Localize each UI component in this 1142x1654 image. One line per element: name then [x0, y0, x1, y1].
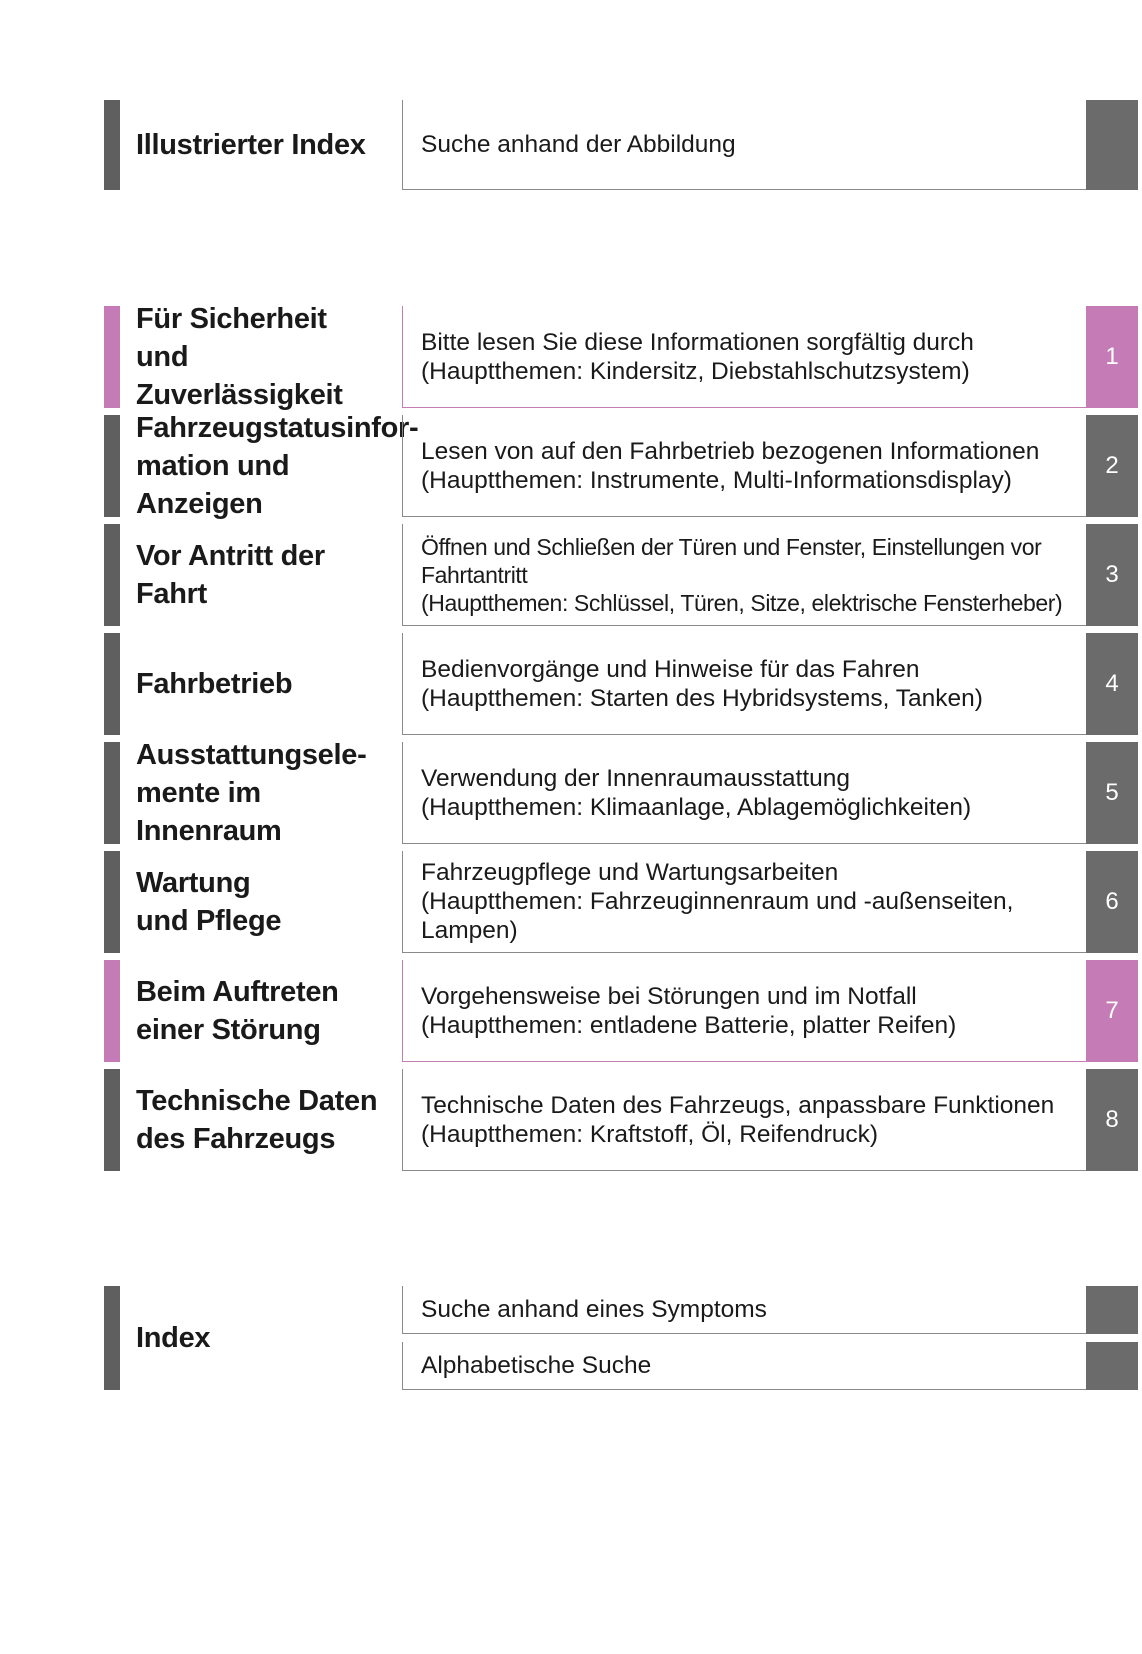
chapter-title: Wartung und Pflege [136, 867, 282, 937]
chapter-description: Verwendung der Innenraumausstattung (Hauptthemen: Klimaanlage, Ablagemöglichkeiten) [402, 742, 1086, 844]
chapter-description: Bedienvorgänge und Hinweise für das Fahren (Hauptthemen: Starten des Hybridsystems, Tanken) [402, 633, 1086, 735]
chapter-marker-bar [104, 415, 120, 517]
chapter-title: Fahrbetrieb [136, 668, 293, 700]
chapter-description: Technische Daten des Fahrzeugs, anpassbare Funktionen (Hauptthemen: Kraftstoff, Öl, Reifendruck) [402, 1069, 1086, 1171]
chapter-tab[interactable]: 1 [1086, 306, 1138, 408]
chapter-tab[interactable]: 7 [1086, 960, 1138, 1062]
chapter-description: Bitte lesen Sie diese Informationen sorgfältig durch (Hauptthemen: Kindersitz, Diebstahlschutzsystem) [402, 306, 1086, 408]
section-marker-bar [104, 1286, 120, 1390]
section-marker-bar [104, 100, 120, 190]
chapter-tab[interactable]: 6 [1086, 851, 1138, 953]
chapter-row-4[interactable] [0, 633, 1142, 735]
index-tab-alphabetical[interactable] [1086, 1342, 1138, 1390]
illustrated-index-row[interactable] [0, 100, 1142, 190]
index-title: Index [136, 1322, 211, 1354]
chapter-title: Technische Daten des Fahrzeugs [136, 1085, 378, 1155]
chapter-marker-bar [104, 306, 120, 408]
chapter-title: Vor Antritt der Fahrt [136, 540, 325, 610]
chapter-marker-bar [104, 1069, 120, 1171]
chapter-description: Vorgehensweise bei Störungen und im Notfall (Hauptthemen: entladene Batterie, platter Reifen) [402, 960, 1086, 1062]
chapter-tab[interactable]: 5 [1086, 742, 1138, 844]
chapter-marker-bar [104, 742, 120, 844]
illustrated-index-description: Suche anhand der Abbildung [402, 100, 1086, 190]
chapter-row-5[interactable] [0, 739, 1142, 847]
chapter-tab[interactable]: 4 [1086, 633, 1138, 735]
chapter-title: Ausstattungsele- mente im Innenraum [136, 739, 367, 847]
chapter-marker-bar [104, 851, 120, 953]
chapter-description: Lesen von auf den Fahrbetrieb bezogenen Informationen (Hauptthemen: Instrumente, Multi-Informationsdisplay) [402, 415, 1086, 517]
index-tab-symptom[interactable] [1086, 1286, 1138, 1334]
chapter-row-1[interactable] [0, 303, 1142, 411]
chapter-row-3[interactable] [0, 524, 1142, 626]
chapter-title: Fahrzeugstatusinfor- mation und Anzeigen [136, 412, 419, 520]
chapter-row-8[interactable] [0, 1069, 1142, 1171]
illustrated-index-tab[interactable] [1086, 100, 1138, 190]
chapter-marker-bar [104, 633, 120, 735]
index-item-symptom[interactable]: Suche anhand eines Symptoms [402, 1286, 1086, 1334]
illustrated-index-title: Illustrierter Index [136, 129, 366, 161]
chapter-title: Beim Auftreten einer Störung [136, 976, 339, 1046]
chapter-tab[interactable]: 8 [1086, 1069, 1138, 1171]
chapter-tab[interactable]: 2 [1086, 415, 1138, 517]
chapter-description: Öffnen und Schließen der Türen und Fenster, Einstellungen vor Fahrtantritt (Hauptthemen: Schlüssel, Türen, Sitze, elektrische Fensterheber) [402, 524, 1086, 626]
chapter-tab[interactable]: 3 [1086, 524, 1138, 626]
chapter-description: Fahrzeugpflege und Wartungsarbeiten (Hauptthemen: Fahrzeuginnenraum und -außenseiten, Lampen) [402, 851, 1086, 953]
chapter-marker-bar [104, 524, 120, 626]
index-item-alphabetical[interactable]: Alphabetische Suche [402, 1342, 1086, 1390]
index-section [0, 1286, 1142, 1390]
chapter-row-2[interactable] [0, 412, 1142, 520]
chapter-title: Für Sicherheit und Zuverlässigkeit [136, 303, 343, 411]
chapter-marker-bar [104, 960, 120, 1062]
chapter-row-7[interactable] [0, 960, 1142, 1062]
chapter-row-6[interactable] [0, 851, 1142, 953]
